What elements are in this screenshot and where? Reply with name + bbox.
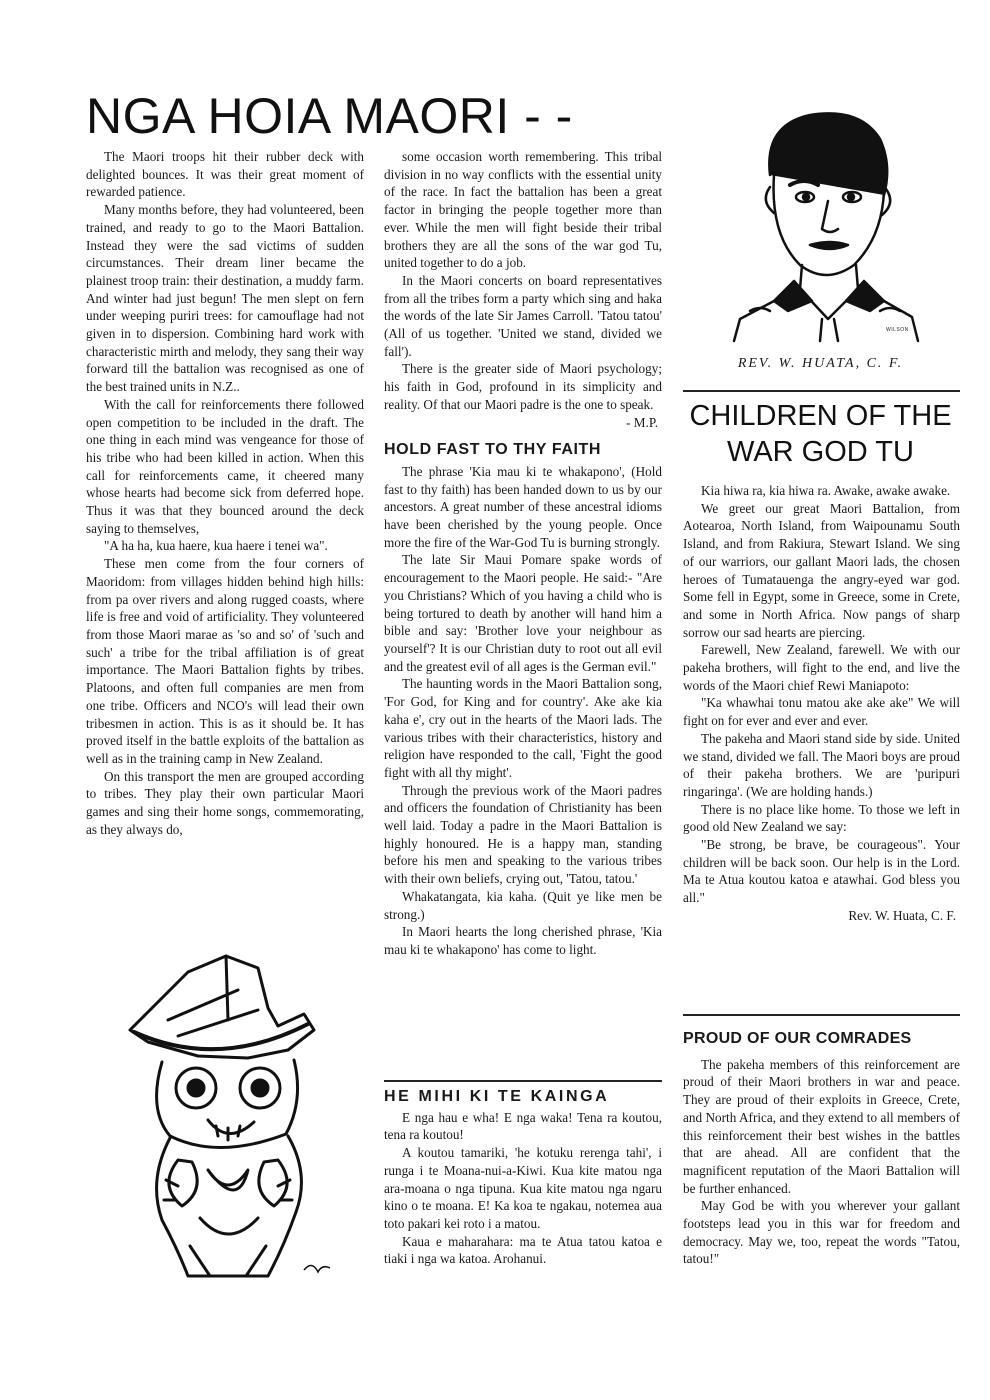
portrait-sketch (730, 105, 920, 345)
article-mihi (384, 1088, 662, 1268)
paragraph: Kaua e maharahara: ma te Atua tatou katoa e tiaki i nga wa katoa. Arohanui. (384, 1233, 662, 1267)
paragraph: Whakatangata, kia kaha. (Quit ye like men be strong.) (384, 888, 662, 922)
paragraph: "Ka whawhai tonu matou ake ake ake" We will fight on for ever and ever and ever. (683, 695, 960, 729)
paragraph: Through the previous work of the Maori padres and officers the foundation of Christianity has been well laid. Today a padre in the Maori Battalion is highly honoured. He is a happy man, standing before his men and speaking to the various tribes with their own beliefs, crying out, 'Tatou, tatou.' (384, 782, 662, 887)
author-initials: - M.P. (626, 414, 658, 430)
paragraph: In the Maori concerts on board representatives from all the tribes form a party which sing and haka the words of the late Sir James Carroll. 'Tatou tatou' (All of us together. 'United we stand, divided we fall'). (384, 272, 662, 359)
article-column-1 (86, 148, 364, 838)
paragraph: Farewell, New Zealand, farewell. We with our pakeha brothers, will fight to the end, and live the words of the Maori chief Rewi Maniapoto: (683, 642, 960, 693)
section-divider (683, 390, 960, 392)
article-title-children (683, 398, 958, 470)
section-heading-mihi: HE MIHI KI TE KAINGA (384, 1088, 610, 1105)
paragraph: some occasion worth remembering. This tribal division in no way conflicts with the essential unity of the race. In fact the battalion has been a great factor in bringing the people together more than ever. While the men will fight beside their tribal brothers they are all the sons of the war god Tu, united together to do a job. (384, 149, 662, 271)
paragraph: The haunting words in the Maori Battalion song, 'For God, for King and for country'. Ake ake kia kaha e', cry out in the hearts of the Maori lads. The various tribes with their characteristics, history and religion have responded to the call, 'Fight the good fight with all thy might'. (384, 676, 662, 780)
title-line: WAR GOD TU (727, 436, 914, 468)
paragraph: The phrase 'Kia mau ki te whakapono', (Hold fast to thy faith) has been handed down to us by our ancestors. A great number of these ancestral idioms have been cherished by the young people. Once more the fire of the War-God Tu is burning strongly. (384, 463, 662, 550)
paragraph: "A ha ha, kua haere, kua haere i tenei wa". (104, 538, 328, 554)
title-line: CHILDREN OF THE (689, 400, 952, 432)
paragraph: There is the greater side of Maori psychology; his faith in God, profound in its simplicity and reality. Of that our Maori padre is the one to speak. (384, 361, 662, 412)
section-heading-hold-fast: HOLD FAST TO THY FAITH (384, 441, 602, 459)
page-headline: NGA HOIA MAORI - - (86, 88, 573, 144)
article-column-2 (384, 148, 662, 959)
paragraph: "Be strong, be brave, be courageous". Your children will be back soon. Our help is in the Lord. Ma te Atua koutou katoa e atawhai. God bless you all." (683, 837, 960, 906)
paragraph: The late Sir Maui Pomare spake words of encouragement to the Maori people. He said:- "Are you Christians? Which of you having a child who is being tortured to death by another will hand him a bible and say: 'Brother love your neighbour as yourself'? It is our Christian duty to root out all evil and the greatest evil of all ages is the German evil." (384, 552, 662, 674)
paragraph: E nga hau e wha! E nga waka! Tena ra koutou, tena ra koutou! (384, 1109, 662, 1143)
paragraph: May God be with you wherever your gallant footsteps lead you in this war for freedom and democracy. May we, too, repeat the words "Tatou, tatou!" (683, 1198, 960, 1267)
portrait-caption: REV. W. HUATA, C. F. (737, 356, 904, 371)
paragraph: We greet our great Maori Battalion, from Aotearoa, North Island, from Waipounamu South Island, and from Rakiura, Stewart Island. We sing of our warriors, our gallant Maori lads, the chosen heroes of Tumatauenga the angry-eyed war god. Some fell in Egypt, some in Greece, some in Crete, and some in North Africa. Now pangs of sharp sorrow our sad hearts are piercing. (683, 500, 960, 640)
paragraph: These men come from the four corners of Maoridom: from villages hidden behind high hills: from pa over rivers and along rugged coasts, where life is free and void of artificiality. They volunteered from those Maori marae as 'so and so' of 'such and such' a tribe for the tribal affiliation is of great importance. The Maori Battalion fights by tribes. Platoons, and often full companies are men from one tribe. Officers and NCO's will lead their own tribesmen in action. This is as it should be. It has proved itself in the battle exploits of the battalion as well as in the training camp in New Zealand. (86, 556, 364, 766)
paragraph: The pakeha members of this reinforcement are proud of their Maori brothers in war and peace. They are proud of their exploits in Greece, Crete, and North Africa, and they extend to all members of this reinforcement their best wishes in the battles that are ahead. All are confident that the magnificent reputation of the Maori Battalion will be further enhanced. (683, 1056, 960, 1196)
paragraph: Kia hiwa ra, kia hiwa ra. Awake, awake awake. (701, 483, 951, 498)
article-children (683, 482, 960, 925)
paragraph: In Maori hearts the long cherished phrase, 'Kia mau ki te whakapono' has come to light. (384, 924, 662, 957)
paragraph: A koutou tamariki, 'he kotuku rerenga tahi', i runga i te Moana-nui-a-Kiwi. Kua kite matou nga ara-moana o nga tipuna. Kua kite matou nga ngaru kino o te moana. E! Ka koa te ngakau, notemea aua toto pakari kei roto i a matou. (384, 1145, 662, 1231)
section-divider (683, 1014, 960, 1016)
paragraph: Many months before, they had volunteered, been trained, and ready to go to the Maori Battalion. Instead they were the sad victims of sudden circumstances. Their dream liner became the plainest troop train: their destination, a muddy farm. And winter had just begun! The men slept on fern under weeping puriri trees: for camouflage had not given in to dispersion. Combining hard work with characteristic mirth and melody, they sang their way forward till the battalion was recognised as one of the best trained units in N.Z.. (86, 202, 364, 395)
paragraph: The pakeha and Maori stand side by side. United we stand, divided we fall. The Maori boys are proud of their pakeha brothers. We are 'puripuri ringaringa'. (We are holding hands.) (683, 730, 960, 799)
section-heading-proud: PROUD OF OUR COMRADES (683, 1030, 912, 1047)
article-proud (683, 1030, 960, 1268)
section-divider (384, 1080, 662, 1082)
paragraph: There is no place like home. To those we left in good old New Zealand we say: (683, 801, 960, 835)
author-signature: Rev. W. Huata, C. F. (848, 907, 956, 923)
paragraph: The Maori troops hit their rubber deck with delighted bounces. It was their great moment of rewarded patience. (86, 149, 364, 200)
tiki-carving-illustration (108, 950, 340, 1290)
paragraph: With the call for reinforcements there followed open competition to be included in the draft. The one thing in each mind was vengeance for those of his tribe who had been killed in action. When this call for reinforcements came, it cheered many whose hearts had become sick from deferred hope. Thus it was that they bounced around the deck saying to themselves, (86, 396, 364, 536)
paragraph: On this transport the men are grouped according to tribes. They play their own particular Maori games and sing their home songs, commemorating, as they always do, (86, 768, 364, 837)
artist-signature: WILSON (886, 327, 909, 333)
